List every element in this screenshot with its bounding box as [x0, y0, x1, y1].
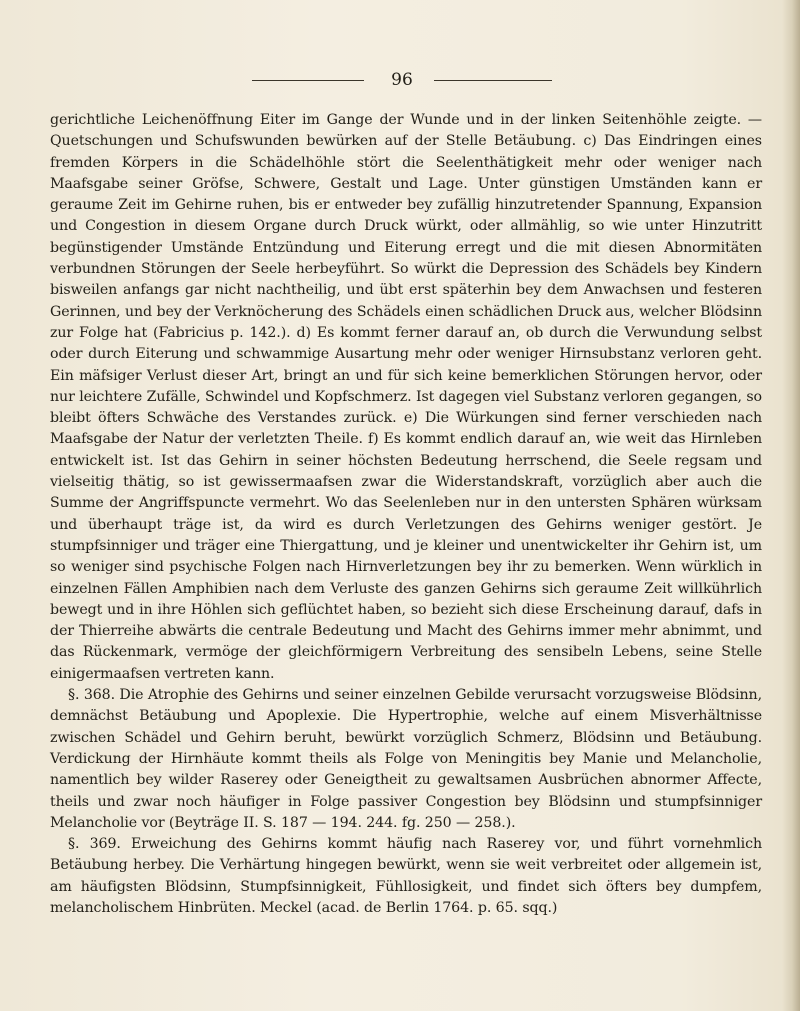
- page-number: 96: [391, 70, 413, 90]
- paragraph-section-368: §. 368. Die Atrophie des Gehirns und seiner einzelnen Gebilde verursacht vorzugsweise Blödsinn, demnächst Betäubung und Apoplexie. Die Hypertrophie, welche auf einem Misverhältnisse zwischen Schädel und Gehirn beruht, bewürkt vorzüglich Schmerz, Blödsinn und Betäubung. Verdickung der Hirnhäute kommt theils als Folge von Meningitis bey Manie und Melancholie, namentlich bey wilder Raserey oder Geneigtheit zu gewaltsamen Ausbrüchen abnormer Affecte, theils und zwar noch häufiger in Folge passiver Congestion bey Blödsinn und stumpfsinniger Melancholie vor (Beyträge II. S. 187 — 194. 244. fg. 250 — 258.).: [50, 687, 762, 831]
- paragraph-continuation: gerichtliche Leichenöffnung Eiter im Gange der Wunde und in der linken Seitenhöhle zeigte. — Quetschungen und Schufswunden bewürken auf der Stelle Betäubung. c) Das Eindringen eines fremden Körpers in die Schädelhöhle stört die Seelenthätigkeit mehr oder weniger nach Maafsgabe seiner Gröfse, Schwere, Gestalt und Lage. Unter günstigen Umständen kann er geraume Zeit im Gehirne ruhen, bis er entweder bey zufällig hinzutretender Spannung, Expansion und Congestion in diesem Organe durch Druck würkt, oder allmählig, so wie unter Hinzutritt begünstigender Umstände Entzündung und Eiterung erregt und die mit diesen Abnormitäten verbundnen Störungen der Seele herbeyführt. So würkt die Depression des Schädels bey Kindern bisweilen anfangs gar nicht nachtheilig, und übt erst späterhin bey dem Anwachsen und festeren Gerinnen, und bey der Verknöcherung des Schädels einen schädlichen Druck aus, welcher Blödsinn zur Folge hat (Fabricius p. 142.). d) Es kommt ferner darauf an, ob durch die Verwundung selbst oder durch Eiterung und schwammige Ausartung mehr oder weniger Hirnsubstanz verloren geht. Ein mäfsiger Verlust dieser Art, bringt an und für sich keine bemerklichen Störungen hervor, oder nur leichtere Zufälle, Schwindel und Kopfschmerz. Ist dagegen viel Substanz verloren gegangen, so bleibt öfters Schwäche des Verstandes zurück. e) Die Würkungen sind ferner verschieden nach Maafsgabe der Natur der verletzten Theile. f) Es kommt endlich darauf an, wie weit das Hirnleben entwickelt ist. Ist das Gehirn in seiner höchsten Bedeutung herrschend, die Seele regsam und vielseitig thätig, so ist gewissermaafsen zwar die Widerstandskraft, vorzüglich aber auch die Summe der Angriffspuncte vermehrt. Wo das Seelenleben nur in den untersten Sphären würksam und überhaupt träge ist, da wird es durch Verletzungen des Gehirns weniger gestört. Je stumpfsinniger und träger eine Thiergattung, und je kleiner und unentwickelter ihr Gehirn ist, um so weniger sind psychische Folgen nach Hirnverletzungen bey ihr zu bemerken. Wenn würklich in einzelnen Fällen Amphibien nach dem Verluste des ganzen Gehirns sich geraume Zeit willkührlich bewegt und in ihre Höhlen sich geflüchtet haben, so bezieht sich diese Erscheinung darauf, dafs in der Thierreihe abwärts die centrale Bedeutung und Macht des Gehirns immer mehr abnimmt, und das Rückenmark, vermöge der gleichförmigern Verbreitung des sensibeln Lebens, seine Stelle einigermaafsen vertreten kann.: [50, 112, 762, 682]
- page-edge-shadow: [782, 0, 800, 1011]
- header-rule-right: [434, 80, 552, 81]
- paragraph-section-369: §. 369. Erweichung des Gehirns kommt häufig nach Raserey vor, und führt vornehmlich Betäubung herbey. Die Verhärtung hingegen bewürkt, wenn sie weit verbreitet oder allgemein ist, am häufigsten Blödsinn, Stumpfsinnigkeit, Fühllosigkeit, und findet sich öfters bey dumpfem, melancholischem Hinbrüten. Meckel (acad. de Berlin 1764. p. 65. sqq.): [50, 836, 762, 916]
- page-body: [50, 110, 762, 919]
- page-header: [252, 68, 552, 92]
